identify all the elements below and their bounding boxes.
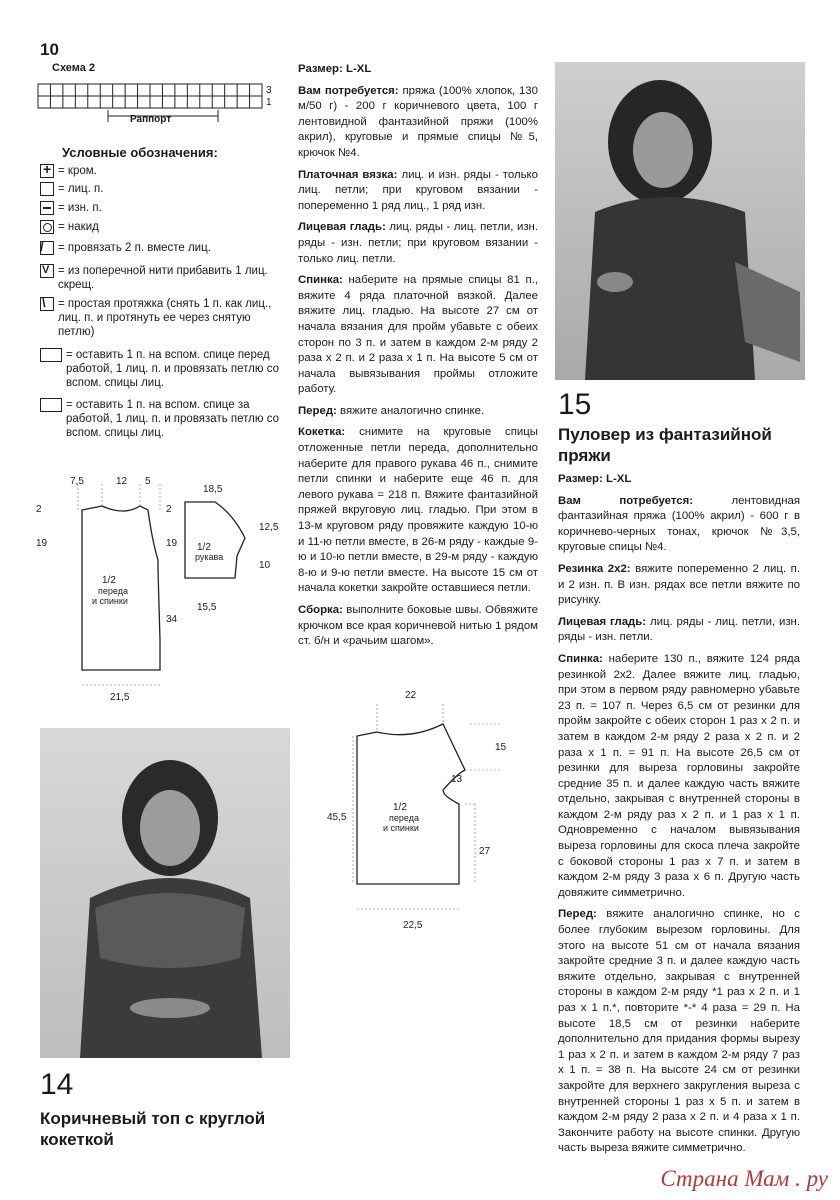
- legend-item: [40, 201, 280, 215]
- legend-item: [40, 348, 280, 390]
- sleeve-label-half: 1/2: [197, 542, 211, 553]
- cross-right-icon: [40, 348, 62, 362]
- dim-2-left: 2: [36, 504, 42, 515]
- a14-garter: лиц. и изн. ряды - только лиц. петли; при круговом вязании - попеременно 1 ряд лиц., 1 ряд изн.: [298, 168, 538, 212]
- article15-number: 15: [558, 388, 592, 421]
- a14-stockinette: лиц. ряды - лиц. петли, изн. ряды - изн. петли; при круговом вязании - только лиц. петли.: [298, 221, 539, 265]
- a15-materials: лентовидная фантазийная пряжа (100% акрил) - 600 г в коричнево-черных тонах, крючок №3,5, круговые спицы №4.: [558, 494, 800, 554]
- dim-7-5: 7,5: [70, 476, 84, 487]
- schematic2-label-front: переда: [389, 813, 419, 823]
- scheme-row-label-1: 1: [266, 97, 272, 108]
- schematic-sleeve: [175, 478, 285, 618]
- a15-stockinette: лиц. ряды - лиц. петли, изн. ряды - изн. петли.: [558, 615, 800, 644]
- dim-22-5: 22,5: [403, 920, 423, 931]
- backslash-box-icon: \: [40, 297, 54, 311]
- a14-yoke-label: Кокетка:: [298, 426, 346, 439]
- legend-item-text: = оставить 1 п. на вспом. спице за работой, 1 лиц. п. и провязать петлю со вспом. спицы лиц.: [66, 399, 279, 439]
- dim-27: 27: [479, 846, 491, 857]
- rapport-label: Раппорт: [130, 114, 172, 125]
- cross-left-icon: [40, 398, 62, 412]
- article14-text: [298, 62, 538, 656]
- legend-item-text: = кром.: [58, 165, 97, 177]
- schematic1-label-back: и спинки: [92, 596, 128, 606]
- a15-rib-label: Резинка 2х2:: [558, 562, 631, 575]
- article15-title: Пуловер из фантазийной пряжи: [558, 425, 772, 465]
- empty-box-icon: [40, 182, 54, 196]
- article14-title: Коричневый топ с круглой кокеткой: [40, 1109, 266, 1149]
- dim-21-5: 21,5: [110, 692, 130, 703]
- schematic2-label-back: и спинки: [383, 823, 419, 833]
- photo-pullover: [555, 62, 805, 380]
- a15-rib: вяжите попеременно 2 лиц. п. и 2 изн. п. В изн. рядах все петли вяжите по рисунку.: [558, 562, 800, 607]
- a14-size-label: Размер:: [298, 63, 343, 75]
- legend-item-text: = лиц. п.: [58, 183, 104, 195]
- a14-garter-label: Платочная вязка:: [298, 168, 398, 181]
- legend-item: [40, 398, 280, 440]
- a14-assembly: выполните боковые швы. Обвяжите крючком все края коричневой нитью 1 рядом ст. б/н и «рачьим шагом».: [298, 604, 538, 648]
- dim-34: 34: [166, 614, 178, 625]
- a14-back: наберите на прямые спицы 81 п., вяжите 4 ряда платочной вязкой. Далее вяжите лиц. гладью. На высоте 27 см от начала вязания для пройм убавьте с обеих сторон по 3 п. и затем в каждом 2-м ряду 2 раза х 2 п. и 2 раза х 1 п. На высоте 5 см от начала вывязывания проймы отложите работу.: [298, 274, 538, 396]
- dim-10: 10: [259, 560, 271, 571]
- a15-front-label: Перед:: [558, 908, 597, 921]
- dim-19-right: 19: [166, 538, 178, 549]
- a14-materials-label: Вам потребуется:: [298, 84, 399, 97]
- dash-box-icon: [40, 201, 54, 215]
- legend-item: [40, 182, 280, 196]
- schematic1-label-half: 1/2: [102, 575, 116, 586]
- dim-15: 15: [495, 742, 507, 753]
- a14-assembly-label: Сборка:: [298, 604, 343, 616]
- photo-brown-top: [40, 728, 290, 1058]
- page-number: 10: [40, 40, 59, 59]
- dim-2-right: 2: [166, 504, 172, 515]
- a15-back-label: Спинка:: [558, 652, 603, 665]
- a14-materials: пряжа (100% хлопок, 130 м/50 г) - 200 г коричневого цвета, 100 г лентовидной фантазийной пряжи (100% акрил), круговые и прямые спицы №5, крючок №4.: [298, 84, 538, 159]
- a14-yoke: снимите на круговые спицы отложенные петли переда, дополнительно наберите для правого рукава 46 п., снимите петли спинки и наберите еще 46 п. для левого рукава = 218 п. Вяжите фантазийной пряжей вкруговую лиц. гладью. При этом в 13-м круговом ряду провяжите каждую 10-ю и 11-ю петли вместе, в 26-м ряду - каждые 9-ю и 10-ю петли вместе, в 29-м ряду - каждую 8-ю и 9-ю петли вместе. На высоте 15 см от начала кокетки закройте оставшиеся петли.: [298, 426, 538, 595]
- watermark: Страна Мам . ру: [660, 1166, 828, 1191]
- schematic2-label-half: 1/2: [393, 802, 407, 813]
- a15-stockinette-label: Лицевая гладь:: [558, 615, 647, 628]
- v-box-icon: V: [40, 264, 54, 278]
- dim-5: 5: [145, 476, 151, 487]
- a15-back: наберите 130 п., вяжите 124 ряда резинкой 2х2. Далее вяжите лиц. гладью, при этом в первом ряду равномерно убавьте 23 п. = 107 п. Через 6,5 см от резинки для пройм закройте с обеих сторон 1 раз х 2 п. и затем в каждом 2-м ряду 2 раза х 2 п. и 2 раза х 1 п. = 91 п. На высоте 26,5 см от резинки для выреза горловины закройте средние 35 п. и далее каждую часть вяжите отдельно, закрывая с внутренней стороны в каждом 2-м ряду раз х 2 п. и 1 раз х 1 п. Одновременно с началом вывязывания выреза горловины для скоса плеча закройте с боковой стороны 1 раз х 7 п. и затем в каждом 2-м ряду 3 раза х 6 п. Другую часть довяжите симметрично.: [558, 652, 800, 899]
- legend-item-text: = накид: [58, 221, 99, 233]
- slash-box-icon: /: [40, 241, 54, 255]
- legend-item: [40, 220, 280, 234]
- article15-text: [558, 472, 800, 1163]
- dim-12-5: 12,5: [259, 522, 279, 533]
- legend-item-text: = оставить 1 п. на вспом. спице перед работой, 1 лиц. п. и провязать петлю со вспом. спицы лиц.: [66, 349, 279, 389]
- a15-size-label: Размер:: [558, 473, 603, 485]
- dim-45-5: 45,5: [327, 812, 347, 823]
- schematic1-label-front: переда: [98, 586, 128, 596]
- circle-box-icon: [40, 220, 54, 234]
- legend-title: Условные обозначения:: [62, 145, 218, 160]
- a14-stockinette-label: Лицевая гладь:: [298, 221, 386, 234]
- legend-item-text: = провязать 2 п. вместе лиц.: [58, 242, 211, 254]
- legend-item: [40, 161, 280, 178]
- legend-item-text: = простая протяжка (снять 1 п. как лиц., лиц. п. и протянуть ее через снятую петлю): [58, 298, 272, 338]
- schematic-pullover: [325, 684, 525, 934]
- dim-13: 13: [451, 774, 463, 785]
- legend-item: [40, 264, 280, 292]
- sleeve-label-text: рукава: [195, 552, 224, 562]
- dim-15-5: 15,5: [197, 602, 217, 613]
- legend-item-text: = из поперечной нити прибавить 1 лиц. скрещ.: [58, 265, 268, 291]
- dim-22: 22: [405, 690, 417, 701]
- a14-front-label: Перед:: [298, 404, 337, 417]
- legend-item: [40, 297, 280, 339]
- a15-materials-label: Вам потребуется:: [558, 494, 694, 507]
- plus-box-icon: +: [40, 164, 54, 178]
- scheme-row-label-3: 3: [266, 85, 272, 96]
- scheme-title: Схема 2: [52, 62, 96, 74]
- dim-18-5: 18,5: [203, 484, 223, 495]
- schematic-front-back-top: [30, 470, 190, 710]
- legend-item: [40, 241, 280, 255]
- dim-19-left: 19: [36, 538, 48, 549]
- article14-number: 14: [40, 1068, 74, 1101]
- a15-front: вяжите аналогично спинке, но с более глубоким вырезом горловины. Для этого на высоте 51 см от начала вязания закройте средние 3 п. и далее каждую часть вяжите отдельно, закрывая с внутренней стороны в каждом 2-м ряду *1 раз х 2 п. и 1 раз х 1 п.*, повторите *-* 4 раза = 29 п. На высоте 18,5 см от резинки наберите дополнительно для придания формы вырезу 1 раз х 2 п. и затем в каждом 2-м ряду 7 раз х 1 п. = 38 п. На высоте 24 см от резинки закройте для верхнего закругления выреза с внутренней стороны 1 раз х 5 п. и затем в каждом 2-м ряду 2 раза х 2 п. и 4 раза х 1 п. Закончите работу на высоте спинки. Другую часть выреза вяжите симметрично.: [558, 908, 800, 1155]
- a14-back-label: Спинка:: [298, 274, 343, 287]
- dim-12: 12: [116, 476, 128, 487]
- a14-front: вяжите аналогично спинке.: [340, 404, 485, 417]
- a15-size-value: L-XL: [605, 473, 632, 485]
- a14-size-value: L-XL: [345, 63, 372, 75]
- legend-item-text: = изн. п.: [58, 202, 102, 214]
